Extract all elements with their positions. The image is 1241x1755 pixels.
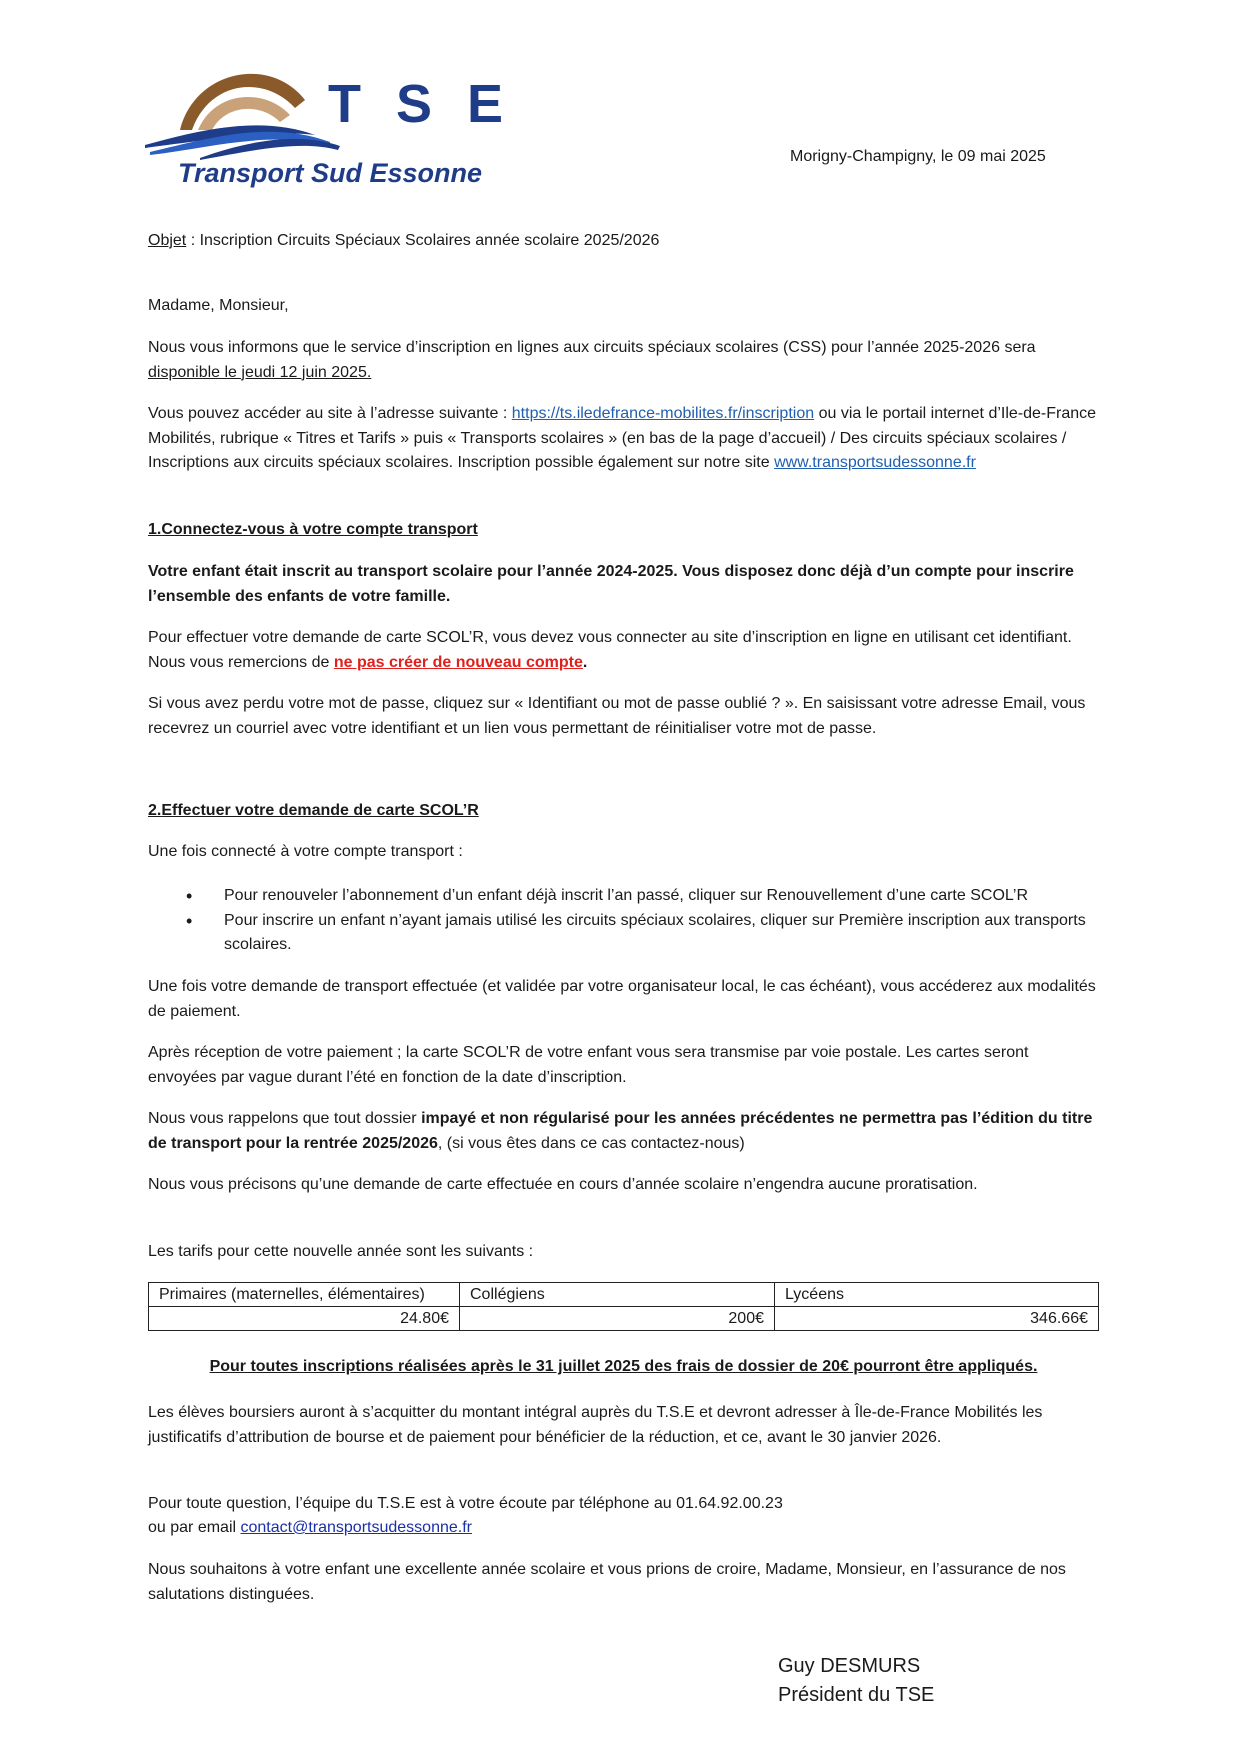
section2-title: Effectuer votre demande de carte SCOL’R	[161, 802, 479, 819]
header-collegiens: Collégiens	[460, 1283, 775, 1307]
tarifs-table-wrapper	[148, 1282, 1099, 1331]
section1-para1-before: Pour effectuer votre demande de carte SCOL’R, vous devez vous connecter au site d’inscription en ligne en utilisant cet identifiant. Nous vous remercions de	[148, 629, 1072, 671]
section1-number: 1.	[148, 521, 162, 538]
section2-bullet-list	[148, 884, 1098, 958]
list-item: • Pour renouveler l’abonnement d’un enfant déjà inscrit l’an passé, cliquer sur Renouvellement d’une carte SCOL’R	[148, 884, 1098, 909]
late-fee-notice: Pour toutes inscriptions réalisées après le 31 juillet 2025 des frais de dossier de 20€ pourront être appliqués.	[209, 1358, 1038, 1375]
table-row	[149, 1307, 1099, 1331]
section1-para1-after: .	[582, 653, 588, 671]
header-lyceens: Lycéens	[775, 1283, 1099, 1307]
date-line: Morigny-Champigny, le 09 mai 2025	[790, 148, 1046, 165]
list-item: • Pour inscrire un enfant n’ayant jamais utilisé les circuits spéciaux scolaires, cliquer sur Première inscription aux transports scolaires.	[148, 909, 1098, 958]
section2-number: 2.	[148, 802, 162, 819]
site-link[interactable]: www.transportsudessonne.fr	[774, 454, 976, 471]
section2-heading	[148, 799, 1098, 824]
intro-availability-date: disponible le jeudi 12 juin 2025.	[148, 363, 372, 381]
logo-letters: T S E	[328, 74, 510, 134]
intro-paragraph	[148, 336, 1098, 385]
price-lyceens: 346.66€	[775, 1307, 1099, 1331]
boursiers-paragraph: Les élèves boursiers auront à s’acquitter du montant intégral auprès du T.S.E et devront adresser à Île-de-France Mobilités les justificatifs d’attribution de bourse et de paiement pour bénéficier de la réduction, et ce, avant le 30 janvier 2026.	[148, 1404, 1043, 1446]
closing-paragraph: Nous souhaitons à votre enfant une excellente année scolaire et vous prions de croire, Madame, Monsieur, en l’assurance de nos salutations distinguées.	[148, 1561, 1066, 1603]
tarifs-intro: Les tarifs pour cette nouvelle année sont les suivants :	[148, 1243, 534, 1260]
price-collegiens: 200€	[460, 1307, 775, 1331]
unpaid-paragraph	[148, 1107, 1098, 1156]
contact-line2	[148, 1516, 1098, 1541]
salutation: Madame, Monsieur,	[148, 297, 289, 314]
contact-line1: Pour toute question, l’équipe du T.S.E est à votre écoute par téléphone au 01.64.92.00.23	[148, 1495, 783, 1512]
contact-email-label: ou par email	[148, 1519, 241, 1536]
object-line	[148, 229, 1098, 254]
inscription-link[interactable]: https://ts.iledefrance-mobilites.fr/inscription	[511, 405, 815, 422]
signature-block	[778, 1652, 934, 1710]
section1-title: Connectez-vous à votre compte transport	[161, 521, 478, 538]
signatory-role: Président du TSE	[778, 1684, 935, 1706]
section1-bold-paragraph: Votre enfant était inscrit au transport scolaire pour l’année 2024-2025. Vous disposez donc déjà d’un compte pour inscrire l’ensemble des enfants de votre famille.	[148, 563, 1074, 605]
logo-subtitle: Transport Sud Essonne	[178, 158, 483, 188]
prorata-paragraph: Nous vous précisons qu’une demande de carte effectuée en cours d’année scolaire n’engendra aucune proratisation.	[148, 1176, 978, 1193]
tarifs-table	[148, 1282, 1099, 1331]
unpaid-bold: impayé et non régularisé pour les années précédentes ne permettra pas l’édition du titre de transport pour la rentrée 2025/2026	[148, 1110, 1093, 1152]
section2-intro: Une fois connecté à votre compte transport :	[148, 843, 463, 860]
section1-paragraph2: Si vous avez perdu votre mot de passe, cliquez sur « Identifiant ou mot de passe oublié ? ». En saisissant votre adresse Email, vous recevrez un courriel avec votre identifiant et un lien vous permettant de réinitialiser votre mot de passe.	[148, 695, 1086, 737]
tse-logo-graphic	[140, 60, 510, 195]
header-primaires: Primaires (maternelles, élémentaires)	[149, 1283, 460, 1307]
access-after: ou via le portail internet d’Ile-de-France Mobilités, rubrique « Titres et Tarifs » puis « Transports scolaires » (en bas de la page d’accueil) / Des circuits spéciaux scolaires / Inscriptions aux circuits spéciaux scolaires. Inscription possible également sur notre site	[148, 405, 1097, 471]
card-paragraph: Après réception de votre paiement ; la carte SCOL’R de votre enfant vous sera transmise par voie postale. Les cartes seront envoyées par vague durant l’été en fonction de la date d’inscription.	[148, 1044, 1029, 1086]
object-label: Objet	[148, 232, 187, 249]
price-primaires: 24.80€	[149, 1307, 460, 1331]
unpaid-before: Nous vous rappelons que tout dossier	[148, 1110, 422, 1127]
intro-text: Nous vous informons que le service d’inscription en lignes aux circuits spéciaux scolaires (CSS) pour l’année 2025-2026 sera	[148, 339, 1036, 356]
section1-heading	[148, 518, 1098, 543]
signatory-name: Guy DESMURS	[778, 1655, 921, 1677]
unpaid-after: , (si vous êtes dans ce cas contactez-nous)	[437, 1134, 745, 1152]
contact-email-link[interactable]: contact@transportsudessonne.fr	[240, 1519, 472, 1536]
tse-logo	[140, 60, 510, 195]
payment-paragraph: Une fois votre demande de transport effectuée (et validée par votre organisateur local, le cas échéant), vous accéderez aux modalités de paiement.	[148, 978, 1096, 1020]
table-row	[149, 1283, 1099, 1307]
object-text: : Inscription Circuits Spéciaux Scolaires année scolaire 2025/2026	[186, 232, 660, 249]
section1-paragraph1	[148, 626, 1098, 675]
access-paragraph	[148, 402, 1098, 476]
no-new-account-warning: ne pas créer de nouveau compte	[333, 653, 583, 671]
access-before: Vous pouvez accéder au site à l’adresse suivante :	[148, 405, 512, 422]
